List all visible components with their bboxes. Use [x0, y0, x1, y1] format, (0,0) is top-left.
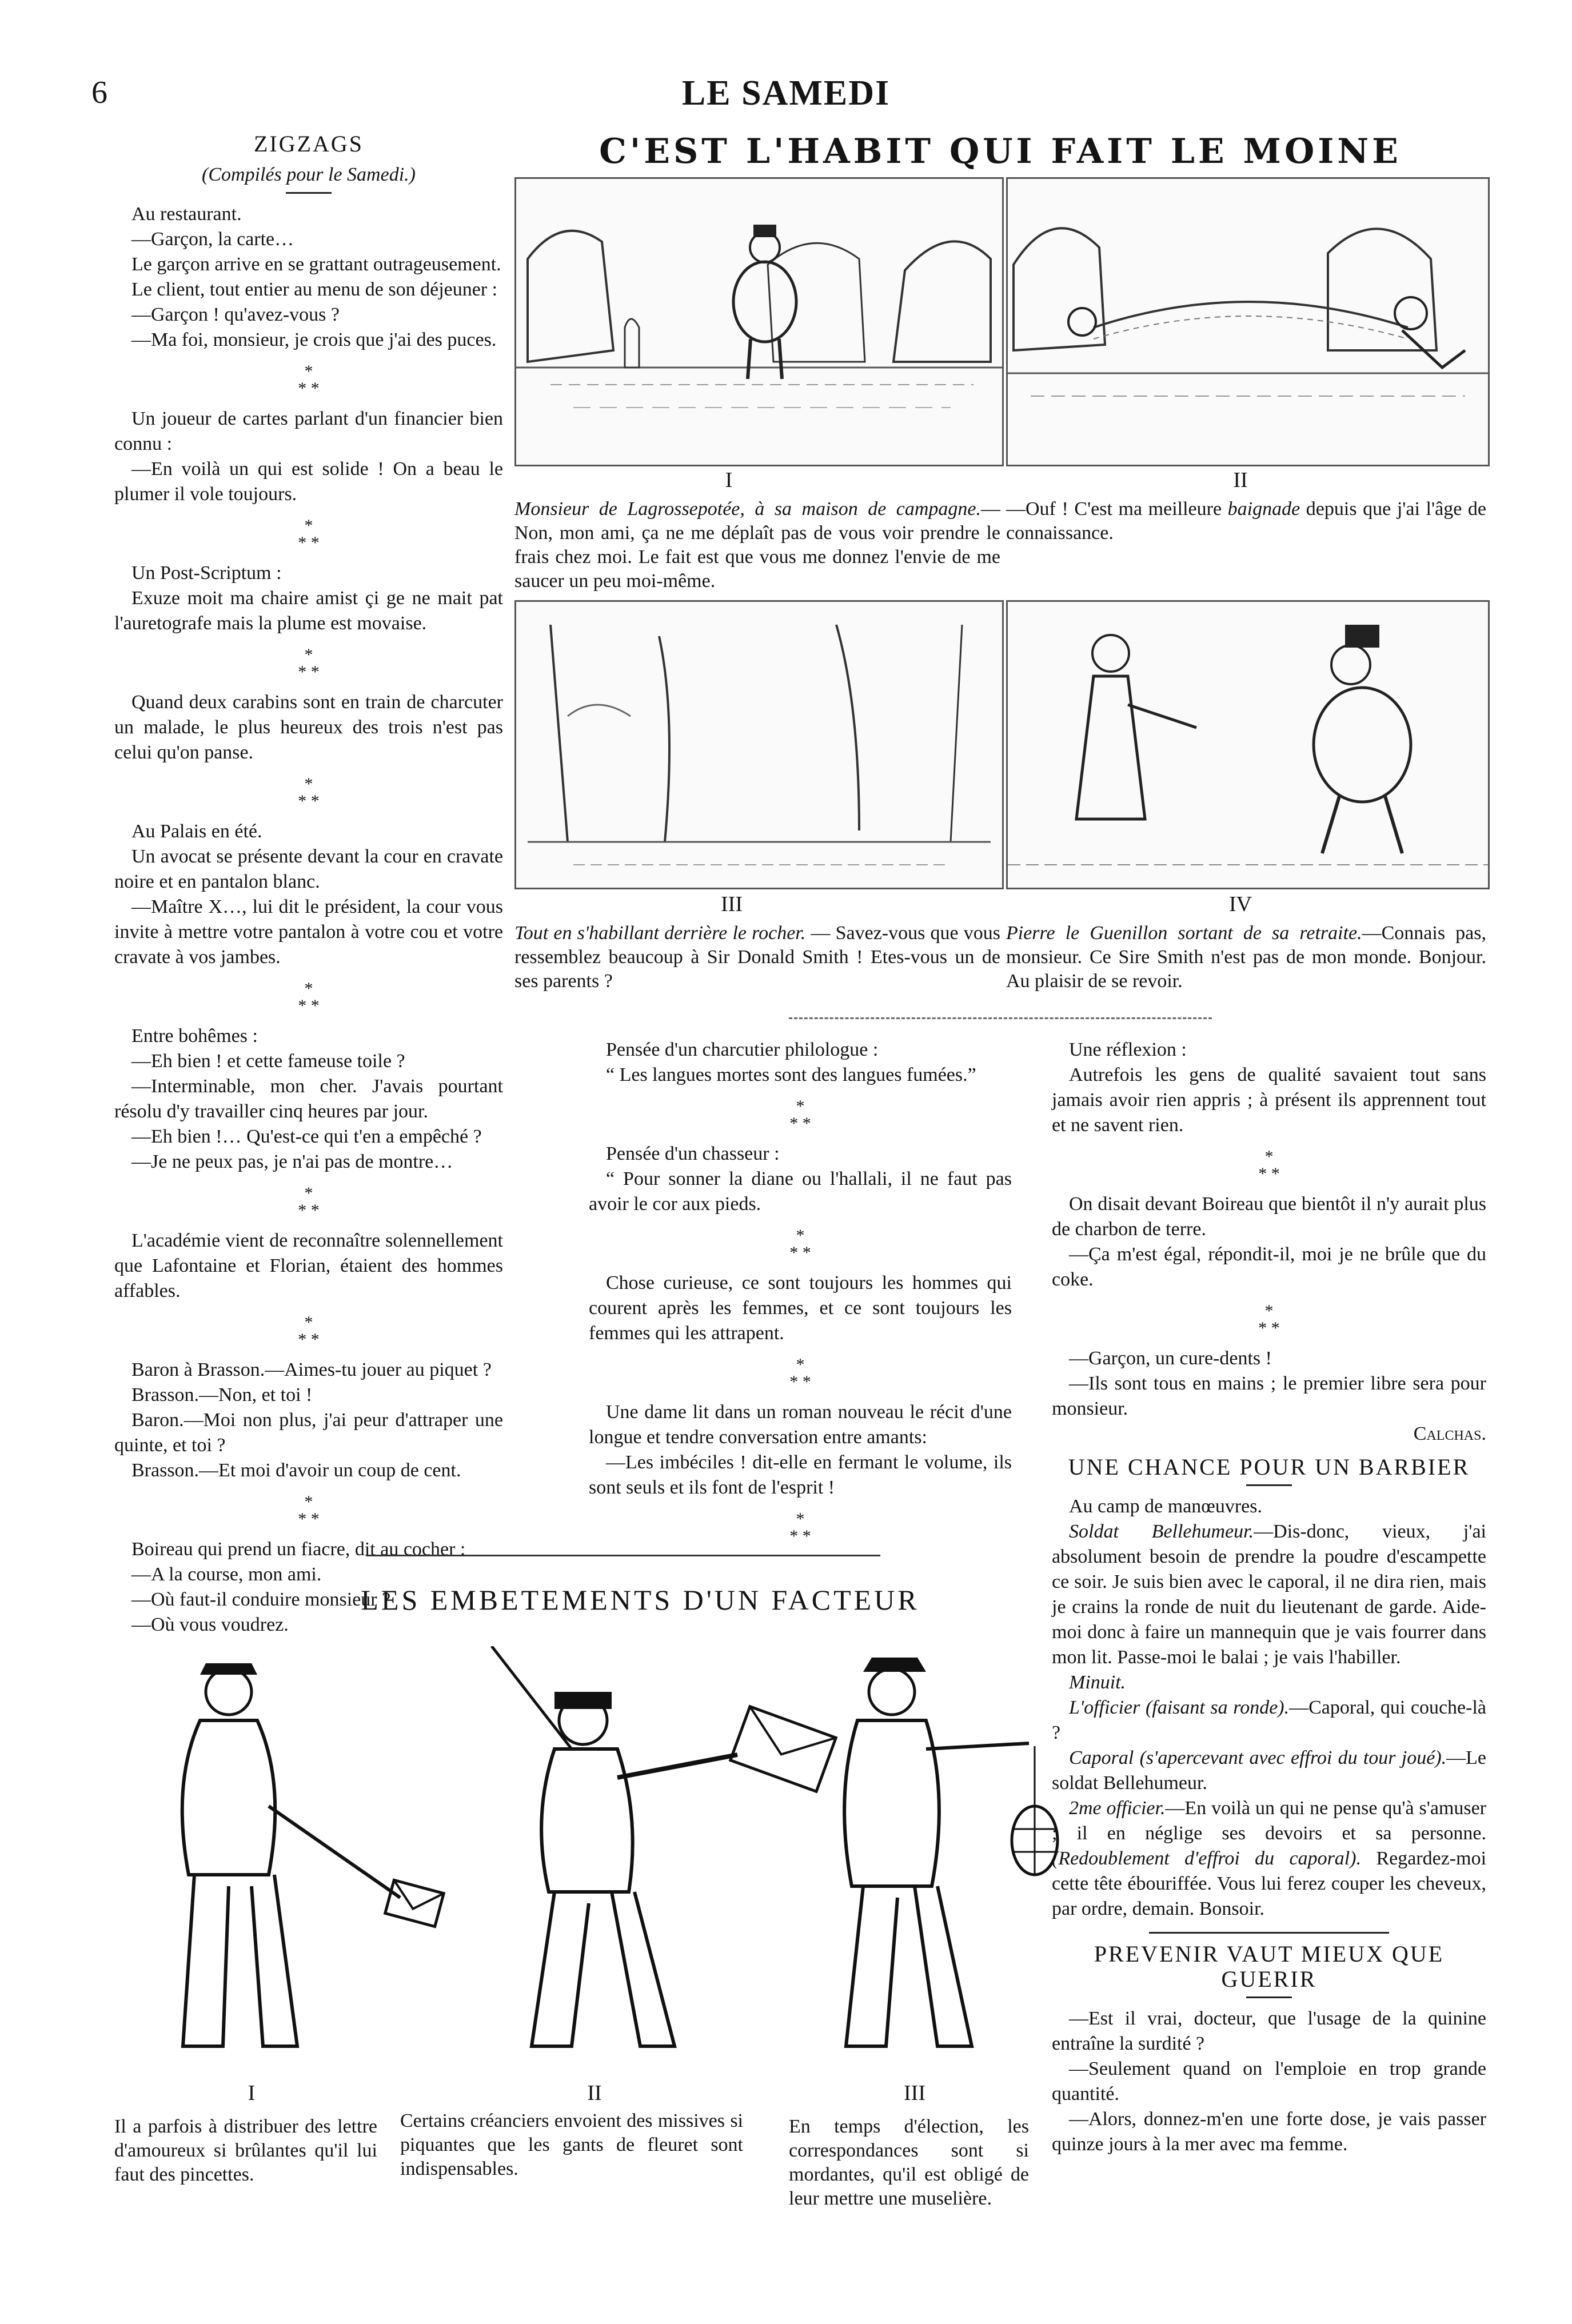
paragraph: —Eh bien !… Qu'est-ce qui t'en a empêché ?: [131, 1126, 482, 1147]
paragraph: —Ma foi, monsieur, je crois que j'ai des puces.: [131, 329, 497, 350]
dialogue: —Caporal, qui couche-là ?: [1052, 1697, 1486, 1743]
paragraph: Baron à Brasson.—Aimes-tu jouer au piquet ?: [131, 1359, 492, 1380]
figure-numeral: I: [248, 2081, 256, 2105]
facteur-caption-2: Certains créanciers envoient des missives si piquantes que les gants de fleuret sont indispensables.: [400, 2110, 743, 2179]
comic-caption-3: [514, 921, 1000, 993]
caption-text: —Ouf ! C'est ma meilleure: [1006, 498, 1222, 520]
comic-caption-4: [1006, 921, 1486, 993]
bather-illustration: [516, 179, 1002, 465]
middle-column: [589, 1037, 1012, 1554]
asterism: * * *: [298, 1313, 320, 1349]
paragraph: —Où faut-il conduire monsieur ?: [131, 1589, 391, 1610]
asterism: * * *: [1258, 1147, 1280, 1183]
paragraph: On disait devant Boireau que bientôt il n'y aurait plus de charbon de terre.: [1052, 1193, 1486, 1240]
paragraph: —Où vous voudrez.: [131, 1614, 289, 1635]
caption-italic: Monsieur de Lagrossepotée, à sa maison de campagne.: [514, 498, 981, 520]
panel-numeral: I: [725, 468, 733, 492]
paragraph: Brasson.—Et moi d'avoir un coup de cent.: [131, 1460, 461, 1481]
stage-direction: (Redoublement d'effroi du caporal).: [1052, 1848, 1362, 1869]
paragraph: Entre bohêmes :: [131, 1025, 258, 1047]
paragraph: —Garçon, la carte…: [131, 229, 294, 250]
paragraph: Un Post-Scriptum :: [131, 562, 282, 584]
asterism: * * *: [298, 979, 320, 1015]
paragraph: Un joueur de cartes parlant d'un financier bien connu :: [114, 408, 503, 454]
caption-text: —Non, mon ami, ça ne me déplaît pas de vous voir prendre le frais chez moi. Le fait est que vous me donnez l'envie de me saucer un peu moi-même.: [514, 498, 1000, 592]
paragraph: —Je ne peux pas, je n'ai pas de montre…: [131, 1151, 453, 1172]
comic-title: C'EST L'HABIT QUI FAIT LE MOINE: [599, 131, 1402, 171]
caption-italic: Pierre le Guenillon sortant de sa retraite.: [1006, 923, 1362, 944]
speaker: L'officier (faisant sa ronde).: [1069, 1697, 1290, 1718]
paragraph: —Garçon, un cure-dents !: [1069, 1348, 1272, 1369]
paragraph: Au camp de manœuvres.: [1069, 1496, 1263, 1517]
right-column: [1052, 1037, 1486, 2157]
panel-numeral: III: [721, 892, 743, 916]
paragraph: Pensée d'un charcutier philologue :: [606, 1039, 879, 1060]
asterism: * * *: [298, 362, 320, 398]
panel-numeral: IV: [1228, 892, 1252, 916]
facteur-title: LES EMBETEMENTS D'UN FACTEUR: [361, 1584, 920, 1616]
paragraph: Exuze moit ma chaire amist çi ge ne mait pat l'auretografe mais la plume est movaise.: [114, 588, 503, 634]
dialogue: Regardez-moi cette tête ébouriffée. Vous lui ferez couper les cheveux, par ordre, demain. Bonsoir.: [1052, 1848, 1487, 1919]
caption-italic: baignade: [1227, 498, 1300, 520]
comic-caption-2: [1006, 497, 1486, 545]
caption-italic: Tout en s'habillant derrière le rocher.: [514, 923, 806, 944]
asterism: * * *: [789, 1097, 811, 1133]
divider: [1246, 1996, 1292, 1998]
paragraph: —Les imbéciles ! dit-elle en fermant le volume, ils sont seuls et ils font de l'esprit !: [589, 1452, 1012, 1498]
speaker: Caporal (s'apercevant avec effroi du tour joué).: [1069, 1747, 1447, 1768]
comic-panel-3: [514, 600, 1004, 889]
postman-tongs-illustration: [137, 1658, 457, 2069]
comic-panel-4: [1006, 600, 1490, 889]
facteur-caption-3: En temps d'élection, les correspondances sont si mordantes, qu'il est obligé de leur mettre une muselière.: [789, 2116, 1029, 2209]
paragraph: Minuit.: [1069, 1672, 1126, 1693]
figure-numeral: III: [904, 2081, 925, 2105]
asterism: * * *: [298, 1492, 320, 1528]
dialogue: —En voilà un qui ne pense qu'à s'amuser ; il en néglige ses devoirs et sa personne.: [1052, 1798, 1486, 1844]
figure-numeral: II: [587, 2081, 602, 2105]
paragraph: Autrefois les gens de qualité savaient tout sans jamais avoir rien appris ; à présent ils apprennent tout et ne savent rien.: [1052, 1064, 1486, 1136]
paragraph: —Maître X…, lui dit le président, la cour vous invite à mettre votre pantalon à votre cou et votre cravate à vos jambes.: [114, 896, 503, 968]
paragraph: “ Pour sonner la diane ou l'hallali, il ne faut pas avoir le cor aux pieds.: [589, 1168, 1012, 1215]
paragraph: —Ils sont tous en mains ; le premier libre sera pour monsieur.: [1052, 1373, 1486, 1419]
asterism: * * *: [298, 774, 320, 810]
comic-caption-1: [514, 497, 1000, 593]
facteur-figure-1: [137, 1658, 457, 2069]
paragraph: —Garçon ! qu'avez-vous ?: [131, 304, 340, 325]
caption-text: —Connais pas, monsieur. Ce Sire Smith n'est pas de mon monde. Bonjour. Au plaisir de se revoir.: [1006, 923, 1486, 992]
dialogue: —Le soldat Bellehumeur.: [1052, 1747, 1486, 1794]
paragraph: —A la course, mon ami.: [131, 1564, 322, 1585]
masthead: LE SAMEDI: [681, 74, 891, 113]
facteur-figure-3: [789, 1646, 1075, 2069]
paragraph: Quand deux carabins sont en train de charcuter un malade, le plus heureux des trois n'est pas celui qu'on panse.: [114, 692, 503, 763]
paragraph: Au Palais en été.: [131, 821, 262, 842]
paragraph: —Seulement quand on l'emploie en trop grande quantité.: [1052, 2058, 1486, 2105]
paragraph: L'académie vient de reconnaître solennellement que Lafontaine et Florian, étaient des hommes affables.: [114, 1230, 503, 1301]
zigzags-column: [114, 131, 503, 1638]
prevenir-title: PREVENIR VAUT MIEUX QUE GUERIR: [1094, 1941, 1445, 1992]
divider: [789, 1017, 1212, 1019]
paragraph: Boireau qui prend un fiacre, dit au cocher :: [131, 1539, 466, 1560]
caption-text: depuis que j'ai l'âge de connaissance.: [1006, 498, 1486, 544]
facteur-caption-1: Il a parfois à distribuer des lettre d'amoureux si brûlantes qu'il lui faut des pincettes.: [114, 2116, 377, 2185]
paragraph: —Ça m'est égal, répondit-il, moi je ne brûle que du coke.: [1052, 1244, 1486, 1290]
postman-muzzle-illustration: [789, 1646, 1075, 2069]
divider: [286, 192, 332, 194]
asterism: * * *: [298, 645, 320, 681]
page-number: 6: [91, 75, 107, 110]
asterism: * * *: [789, 1510, 811, 1546]
panel-numeral: II: [1233, 468, 1248, 492]
divider: [366, 1555, 880, 1556]
asterism: * * *: [298, 1184, 320, 1220]
caption-text: — Savez-vous que vous ressemblez beaucoup à Sir Donald Smith ! Etes-vous un de ses parents ?: [514, 923, 1001, 992]
paragraph: —Alors, donnez-m'en une forte dose, je vais passer quinze jours à la mer avec ma femme.: [1052, 2109, 1486, 2155]
paragraph: Une réflexion :: [1069, 1039, 1187, 1060]
paragraph: —Est il vrai, docteur, que l'usage de la quinine entraîne la surdité ?: [1052, 2008, 1486, 2054]
divider: [1246, 1484, 1292, 1486]
paragraph: —En voilà un qui est solide ! On a beau le plumer il vole toujours.: [114, 458, 503, 505]
paragraph: Brasson.—Non, et toi !: [131, 1384, 313, 1405]
paragraph: Le client, tout entier au menu de son déjeuner :: [131, 279, 498, 300]
barbier-title: UNE CHANCE POUR UN BARBIER: [1068, 1454, 1470, 1480]
paragraph: [1052, 1796, 1486, 1922]
ragged-man-illustration: [1008, 602, 1488, 888]
zigzags-title: ZIGZAGS: [253, 131, 364, 157]
comic-panel-2: [1006, 177, 1490, 466]
divider: [1149, 1932, 1389, 1934]
paragraph: —Interminable, mon cher. J'avais pourtant résolu d'y travailler cinq heures par jour.: [114, 1076, 503, 1122]
swimmers-illustration: [1008, 179, 1488, 465]
dialogue: —Dis-donc, vieux, j'ai absolument besoin de prendre la poudre d'escampette ce soir. Je suis bien avec le caporal, il ne dira rien, mais je crains la ronde de nuit du lieutenant de garde. Aide-moi donc à faire un mannequin que je vais fourrer dans mon lit. Passe-moi le balai ; je vais l'habiller.: [1052, 1521, 1487, 1668]
paragraph: Une dame lit dans un roman nouveau le récit d'une longue et tendre conversation entre amants:: [589, 1401, 1012, 1448]
asterism: * * *: [789, 1355, 811, 1391]
asterism: * * *: [298, 516, 320, 552]
signature: Calchas.: [1413, 1423, 1486, 1444]
asterism: * * *: [789, 1226, 811, 1262]
paragraph: Le garçon arrive en se grattant outrageusement.: [131, 254, 501, 275]
paragraph: [1052, 1746, 1486, 1796]
paragraph: [1052, 1519, 1486, 1670]
paragraph: [1052, 1695, 1486, 1746]
speaker: 2me officier.: [1069, 1798, 1166, 1819]
paragraph: Baron.—Moi non plus, j'ai peur d'attraper une quinte, et toi ?: [114, 1409, 503, 1456]
paragraph: “ Les langues mortes sont des langues fumées.”: [606, 1064, 976, 1085]
paragraph: Pensée d'un chasseur :: [606, 1143, 780, 1164]
asterism: * * *: [1258, 1301, 1280, 1337]
zigzags-subtitle: (Compilés pour le Samedi.): [202, 164, 416, 185]
paragraph: Un avocat se présente devant la cour en cravate noire et en pantalon blanc.: [114, 846, 503, 892]
comic-panel-1: [514, 177, 1004, 466]
rocks-illustration: [516, 602, 1002, 888]
paragraph: Chose curieuse, ce sont toujours les hommes qui courent après les femmes, et ce sont toujours les femmes qui les attrapent.: [589, 1272, 1012, 1344]
paragraph: Au restaurant.: [131, 203, 242, 225]
speaker: Soldat Bellehumeur.: [1069, 1521, 1254, 1542]
paragraph: —Eh bien ! et cette fameuse toile ?: [131, 1051, 405, 1072]
